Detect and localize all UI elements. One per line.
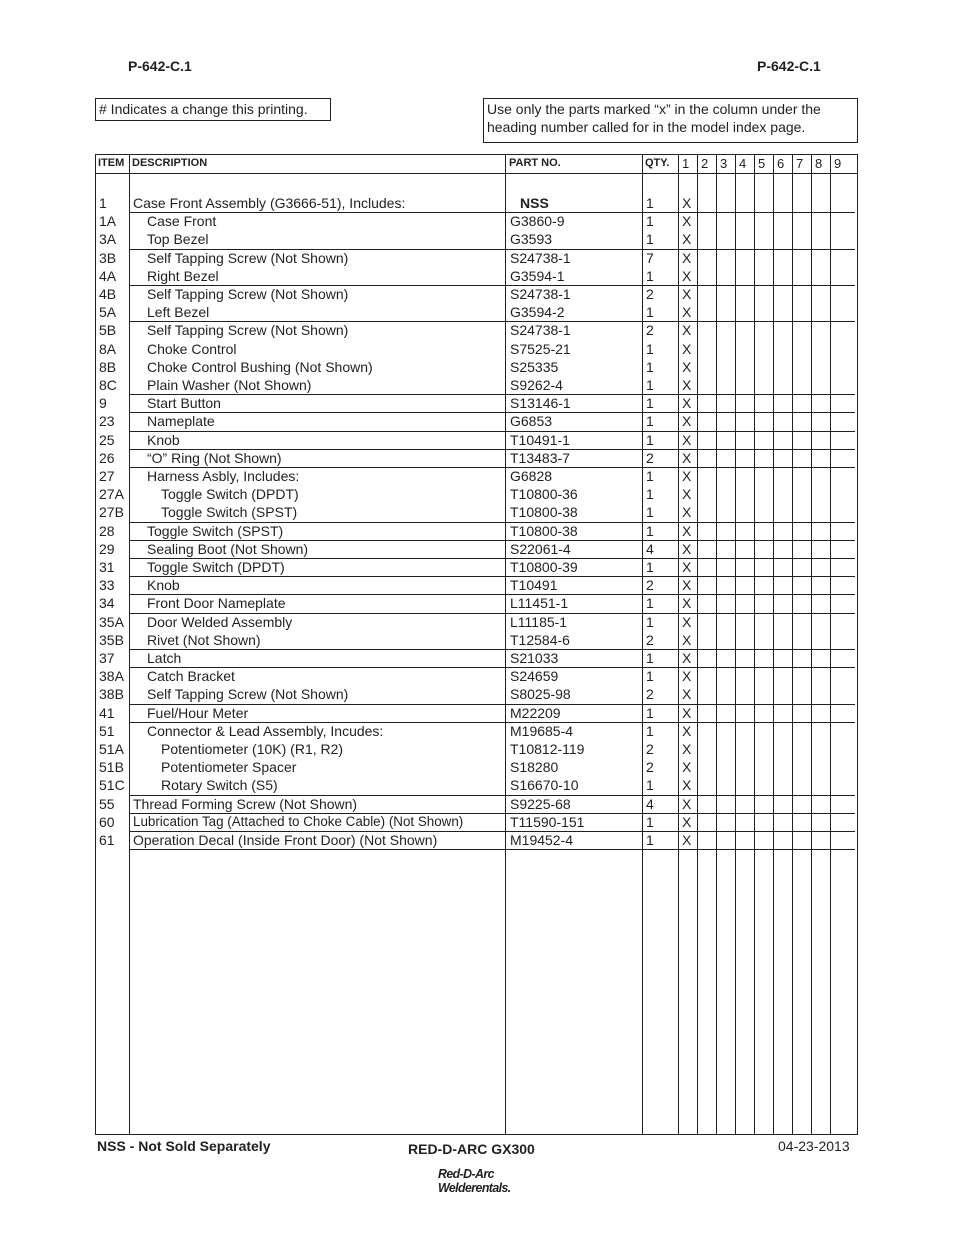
row-part-no: M19452-4 (510, 832, 574, 848)
row-part-no: S13146-1 (510, 395, 571, 412)
row-item: 28 (99, 522, 115, 539)
row-qty: 1 (646, 504, 654, 521)
row-qty: 7 (646, 249, 654, 266)
row-item: 41 (99, 704, 115, 721)
row-description: Potentiometer Spacer (161, 759, 297, 776)
model-col-7: 7 (796, 156, 804, 171)
row-qty: 1 (646, 377, 654, 393)
nss-note: NSS - Not Sold Separately (97, 1138, 271, 1154)
row-description: Fuel/Hour Meter (147, 704, 249, 721)
row-model-1-mark: X (682, 813, 692, 830)
row-item: 4A (99, 267, 117, 284)
row-item: 27A (99, 486, 124, 503)
row-qty: 1 (646, 340, 654, 357)
row-description: Self Tapping Screw (Not Shown) (147, 286, 349, 302)
logo (438, 1167, 511, 1195)
row-part-no: T10491 (510, 577, 558, 594)
col-item: ITEM (98, 157, 125, 169)
row-part-no: T13483-7 (510, 449, 570, 466)
row-part-no: M22209 (510, 704, 561, 721)
row-item: 38B (99, 686, 124, 703)
model-col-3: 3 (720, 156, 728, 171)
row-qty: 1 (646, 668, 654, 685)
row-item: 51 (99, 722, 115, 739)
col-part-no: PART NO. (509, 157, 561, 169)
row-item: 5A (99, 304, 117, 321)
row-qty: 1 (646, 777, 654, 794)
row-separator (130, 576, 855, 577)
row-item: 61 (99, 832, 115, 848)
row-qty: 2 (646, 577, 654, 594)
row-qty: 1 (646, 468, 654, 484)
row-qty: 1 (646, 486, 654, 503)
row-description: Self Tapping Screw (Not Shown) (147, 322, 349, 339)
row-description: Door Welded Assembly (147, 613, 293, 630)
row-item: 37 (99, 650, 115, 666)
row-part-no: T10800-38 (510, 504, 578, 521)
model-col-1: 1 (682, 156, 690, 171)
row-description: Toggle Switch (SPST) (147, 522, 284, 539)
row-separator (130, 649, 855, 650)
row-model-1-mark: X (682, 267, 692, 284)
row-qty: 1 (646, 650, 654, 666)
row-qty: 1 (646, 358, 654, 375)
row-item: 3B (99, 249, 117, 266)
row-model-1-mark: X (682, 777, 692, 794)
row-qty: 1 (646, 195, 654, 211)
row-model-1-mark: X (682, 377, 692, 393)
row-item: 31 (99, 559, 115, 575)
row-part-no: T10491-1 (510, 431, 570, 448)
row-part-no: G3860-9 (510, 213, 565, 230)
row-model-1-mark: X (682, 322, 692, 339)
row-model-1-mark: X (682, 759, 692, 776)
row-description: Potentiometer (10K) (R1, R2) (161, 741, 344, 757)
row-model-1-mark: X (682, 832, 692, 848)
row-model-1-mark: X (682, 358, 692, 375)
row-separator (130, 212, 855, 213)
row-part-no: NSS (520, 195, 549, 211)
doc-code-left: P-642-C.1 (128, 58, 192, 74)
row-qty: 1 (646, 613, 654, 630)
row-item: 51A (99, 741, 124, 757)
row-separator (130, 412, 855, 413)
row-description: Nameplate (147, 413, 215, 430)
row-qty: 1 (646, 559, 654, 575)
logo-line-2: Welderentals. (438, 1180, 511, 1195)
row-model-1-mark: X (682, 668, 692, 685)
row-qty: 1 (646, 431, 654, 448)
row-model-1-mark: X (682, 631, 692, 648)
row-part-no: T10800-38 (510, 522, 578, 539)
row-part-no: L11185-1 (510, 613, 568, 630)
row-qty: 4 (646, 795, 654, 812)
row-part-no: S9225-68 (510, 795, 571, 812)
row-separator (130, 849, 855, 850)
row-description: Self Tapping Screw (Not Shown) (147, 249, 349, 266)
row-item: 27B (99, 504, 124, 521)
row-model-1-mark: X (682, 722, 692, 739)
row-part-no: S7525-21 (510, 340, 571, 357)
row-description: Left Bezel (147, 304, 210, 321)
model-col-2: 2 (701, 156, 709, 171)
row-item: 35B (99, 631, 124, 648)
row-model-1-mark: X (682, 577, 692, 594)
col-qty: QTY. (645, 157, 670, 169)
row-model-1-mark: X (682, 704, 692, 721)
row-description: Rivet (Not Shown) (147, 631, 261, 648)
row-separator (130, 394, 855, 395)
row-part-no: T11590-151 (510, 813, 585, 830)
row-qty: 2 (646, 741, 654, 757)
parts-table (95, 154, 858, 1135)
row-part-no: S24738-1 (510, 249, 571, 266)
row-model-1-mark: X (682, 486, 692, 503)
row-qty: 2 (646, 449, 654, 466)
doc-code-right: P-642-C.1 (757, 58, 821, 74)
row-description: Thread Forming Screw (Not Shown) (133, 795, 358, 812)
row-part-no: S8025-98 (510, 686, 571, 703)
row-qty: 1 (646, 832, 654, 848)
row-qty: 1 (646, 395, 654, 412)
model-col-9: 9 (834, 156, 842, 171)
row-model-1-mark: X (682, 304, 692, 321)
row-item: 38A (99, 668, 124, 685)
row-item: 26 (99, 449, 115, 466)
row-item: 5B (99, 322, 117, 339)
row-item: 8C (99, 377, 117, 393)
row-description: Lubrication Tag (Attached to Choke Cable) (Not Shown) (133, 813, 464, 829)
row-part-no: G3594-2 (510, 304, 565, 321)
row-item: 35A (99, 613, 124, 630)
print-date: 04-23-2013 (778, 1138, 850, 1154)
row-description: Choke Control (147, 340, 237, 357)
model-col-6: 6 (777, 156, 785, 171)
row-model-1-mark: X (682, 249, 692, 266)
col-description: DESCRIPTION (132, 157, 208, 169)
row-model-1-mark: X (682, 231, 692, 248)
row-description: Right Bezel (147, 267, 219, 284)
row-description: Knob (147, 431, 180, 448)
row-model-1-mark: X (682, 540, 692, 557)
row-part-no: L11451-1 (510, 595, 569, 612)
row-model-1-mark: X (682, 395, 692, 412)
row-model-1-mark: X (682, 686, 692, 703)
row-part-no: S24659 (510, 668, 559, 685)
row-item: 34 (99, 595, 115, 612)
row-model-1-mark: X (682, 195, 692, 211)
row-model-1-mark: X (682, 595, 692, 612)
row-qty: 1 (646, 522, 654, 539)
row-qty: 2 (646, 686, 654, 703)
row-model-1-mark: X (682, 504, 692, 521)
row-model-1-mark: X (682, 559, 692, 575)
row-description: Sealing Boot (Not Shown) (147, 540, 309, 557)
row-qty: 4 (646, 540, 654, 557)
row-description: Case Front Assembly (G3666-51), Includes: (133, 195, 406, 211)
row-description: Catch Bracket (147, 668, 235, 685)
row-qty: 1 (646, 813, 654, 830)
row-item: 27 (99, 468, 115, 484)
row-part-no: G3593 (510, 231, 553, 248)
row-item: 1 (99, 195, 107, 211)
row-model-1-mark: X (682, 413, 692, 430)
row-model-1-mark: X (682, 522, 692, 539)
row-part-no: G6828 (510, 468, 553, 484)
row-qty: 1 (646, 413, 654, 430)
row-part-no: S22061-4 (510, 540, 571, 557)
row-model-1-mark: X (682, 741, 692, 757)
row-model-1-mark: X (682, 340, 692, 357)
row-model-1-mark: X (682, 468, 692, 484)
logo-line-1: Red-D-Arc (438, 1166, 494, 1181)
row-description: Case Front (147, 213, 217, 230)
change-note: # Indicates a change this printing. (95, 98, 331, 121)
row-part-no: M19685-4 (510, 722, 574, 739)
row-description: Start Button (147, 395, 221, 412)
row-part-no: G3594-1 (510, 267, 565, 284)
row-model-1-mark: X (682, 431, 692, 448)
row-qty: 2 (646, 631, 654, 648)
row-item: 1A (99, 213, 117, 230)
row-model-1-mark: X (682, 213, 692, 230)
row-qty: 1 (646, 267, 654, 284)
row-qty: 1 (646, 304, 654, 321)
model-col-8: 8 (815, 156, 823, 171)
row-part-no: T10800-36 (510, 486, 578, 503)
row-model-1-mark: X (682, 795, 692, 812)
model-col-4: 4 (739, 156, 747, 171)
row-description: Toggle Switch (DPDT) (161, 486, 299, 503)
row-model-1-mark: X (682, 650, 692, 666)
row-item: 9 (99, 395, 107, 412)
row-description: Rotary Switch (S5) (161, 777, 278, 794)
row-qty: 1 (646, 213, 654, 230)
row-item: 8B (99, 358, 117, 375)
row-qty: 1 (646, 595, 654, 612)
row-item: 33 (99, 577, 115, 594)
row-description: Toggle Switch (DPDT) (147, 559, 285, 575)
row-item: 51C (99, 777, 125, 794)
row-model-1-mark: X (682, 286, 692, 302)
row-description: Knob (147, 577, 180, 594)
row-description: Toggle Switch (SPST) (161, 504, 298, 521)
row-item: 4B (99, 286, 117, 302)
row-item: 60 (99, 813, 115, 830)
row-part-no: G6853 (510, 413, 553, 430)
row-qty: 2 (646, 322, 654, 339)
row-description: Plain Washer (Not Shown) (147, 377, 312, 393)
row-part-no: S18280 (510, 759, 559, 776)
row-description: Connector & Lead Assembly, Incudes: (147, 722, 384, 739)
row-qty: 2 (646, 286, 654, 302)
row-model-1-mark: X (682, 613, 692, 630)
row-part-no: T10800-39 (510, 559, 578, 575)
row-part-no: S25335 (510, 358, 559, 375)
row-description: Operation Decal (Inside Front Door) (Not Shown) (133, 832, 438, 848)
row-part-no: T10812-119 (510, 741, 585, 757)
row-item: 3A (99, 231, 117, 248)
row-description: Latch (147, 650, 182, 666)
row-part-no: S9262-4 (510, 377, 563, 393)
row-part-no: S21033 (510, 650, 559, 666)
row-item: 25 (99, 431, 115, 448)
row-separator (130, 667, 855, 668)
row-description: Harness Asbly, Includes: (147, 468, 300, 484)
row-description: Self Tapping Screw (Not Shown) (147, 686, 349, 703)
row-model-1-mark: X (682, 449, 692, 466)
row-item: 29 (99, 540, 115, 557)
row-description: Choke Control Bushing (Not Shown) (147, 358, 373, 375)
row-qty: 1 (646, 704, 654, 721)
row-item: 23 (99, 413, 115, 430)
model-col-5: 5 (758, 156, 766, 171)
row-part-no: S24738-1 (510, 322, 571, 339)
row-qty: 1 (646, 722, 654, 739)
row-separator (130, 431, 855, 432)
row-item: 55 (99, 795, 115, 812)
row-description: “O” Ring (Not Shown) (147, 449, 282, 466)
row-part-no: S24738-1 (510, 286, 571, 302)
row-description: Front Door Nameplate (147, 595, 286, 612)
row-part-no: S16670-10 (510, 777, 579, 794)
row-qty: 2 (646, 759, 654, 776)
row-item: 8A (99, 340, 117, 357)
row-description: Top Bezel (147, 231, 209, 248)
model-name: RED-D-ARC GX300 (408, 1141, 535, 1157)
row-qty: 1 (646, 231, 654, 248)
row-item: 51B (99, 759, 124, 776)
row-part-no: T12584-6 (510, 631, 570, 648)
usage-note: Use only the parts marked “x” in the column under the heading number called for in the model index page. (483, 98, 858, 143)
